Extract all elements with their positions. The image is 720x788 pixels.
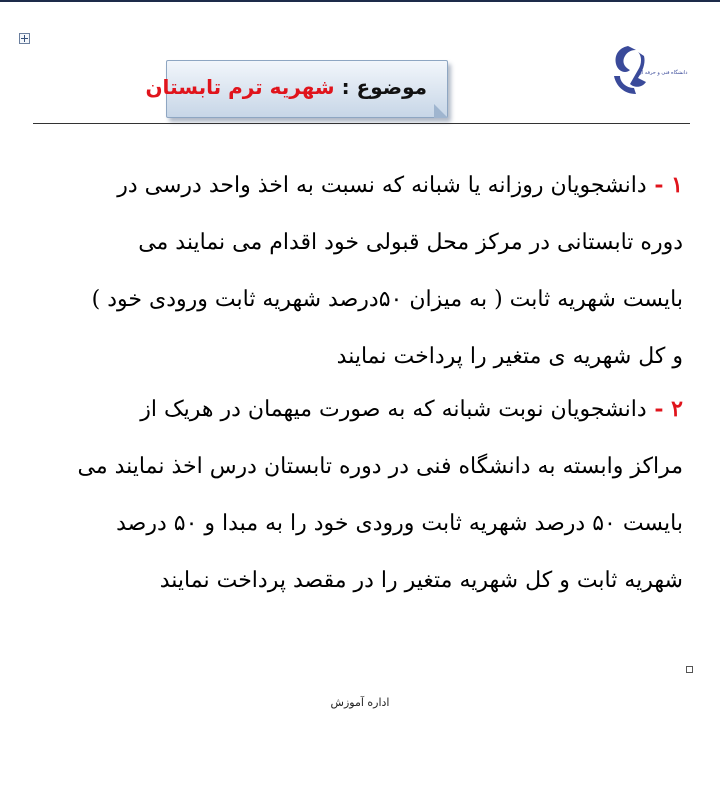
logo-subtitle: دانشگاه فنی و حرفه ای — [638, 70, 688, 76]
paragraph-line — [40, 157, 683, 214]
top-border — [0, 0, 720, 2]
paragraph-line: بایست شهریه ثابت ( به میزان ۵۰درصد شهریه ثابت ورودی خود ) — [91, 287, 683, 312]
paragraph-2 — [40, 381, 683, 609]
subject-title — [145, 75, 427, 99]
paragraph-line — [40, 381, 683, 438]
item-dash: - — [646, 396, 672, 422]
item-dash: - — [646, 172, 672, 198]
subject-label: موضوع — [356, 75, 427, 99]
line-text: دانشجویان روزانه یا شبانه که نسبت به اخذ واحد درسی در — [117, 173, 647, 198]
subject-title-box — [145, 60, 448, 118]
paragraph-line: شهریه ثابت و کل شهریه متغیر را در مقصد پرداخت نمایند — [159, 568, 683, 593]
paragraph-line: بایست ۵۰ درصد شهریه ثابت ورودی خود را به مبدا و ۵۰ درصد — [116, 511, 683, 536]
item-number: ۲ — [671, 396, 683, 422]
resize-handle-icon[interactable] — [686, 666, 693, 673]
paragraph-line: مراکز وابسته به دانشگاه فنی در دوره تابستان درس اخذ نمایند می — [77, 454, 683, 479]
header-divider — [33, 123, 690, 124]
paragraph-line: دوره تابستانی در مرکز محل قبولی خود اقدام می نمایند می — [138, 230, 683, 255]
line-text: دانشجویان نوبت شبانه که به صورت میهمان در هریک از — [140, 397, 647, 422]
footer-department: اداره آموزش — [330, 696, 390, 709]
paragraph-1 — [40, 157, 683, 385]
table-move-handle-icon[interactable] — [19, 33, 30, 44]
item-number: ۱ — [671, 172, 683, 198]
paragraph-line: و کل شهریه ی متغیر را پرداخت نمایند — [336, 344, 683, 369]
subject-separator: : — [334, 75, 357, 99]
subject-value: شهریه ترم تابستان — [145, 75, 335, 99]
